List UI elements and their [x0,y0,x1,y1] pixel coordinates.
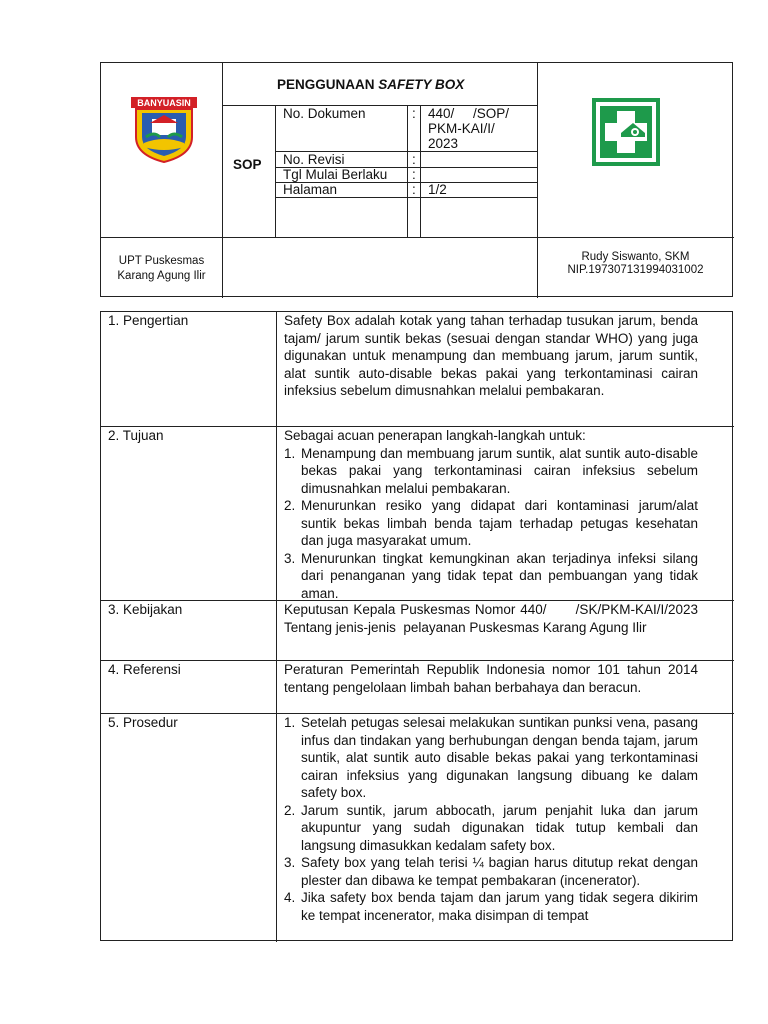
prosedur-item-text: Jarum suntik, jarum abbocath, jarum penjahit luka dan jarum akupuntur yang sudah digunakan tidak tutup kembali dan langsung dimasukkan kedalam safety box. [301,802,698,853]
prosedur-item [284,889,698,924]
prosedur-item-number: 1. [284,715,296,730]
kebijakan-label: 3. Kebijakan [108,602,183,617]
tujuan-cell [284,427,698,602]
no-dokumen-sep: : [412,106,416,121]
signer-name: Rudy Siswanto, SKM [581,251,690,263]
prosedur-item [284,714,698,802]
prosedur-item-number: 2. [284,802,296,818]
tujuan-item-number: 2. [284,498,296,513]
no-revisi-sep: : [412,152,416,167]
prosedur-item-text: Jika safety box benda tajam dan jarum yang tidak segera dikirim ke tempat incenerator, maka disimpan di tempat [301,890,698,923]
tujuan-item [284,550,698,603]
halaman-value: 1/2 [428,182,447,197]
pengertian-label: 1. Pengertian [108,313,189,328]
prosedur-item-text: Setelah petugas selesai melakukan suntikan punksi vena, pasang infus dan tindakan yang berhubungan dengan benda tajam, jarum suntik, alat suntik auto disable bekas pakai yang terkontaminasi cairan infeksius yang digunakan langsung dibuang ke dalam safety box. [301,715,698,800]
no-dokumen-value-1: 440/ /SOP/ [428,106,510,121]
no-dokumen-label: No. Dokumen [283,106,366,121]
sop-header [100,62,733,297]
prosedur-item-text: Safety box yang telah terisi ¼ bagian harus ditutup rekat dengan plester dan dibawa ke tempat pembakaran (incenerator). [301,855,698,888]
tujuan-item [284,445,698,498]
referensi-label: 4. Referensi [108,662,181,677]
tujuan-item-number: 3. [284,550,296,566]
document-title: PENGGUNAAN SAFETY BOX [277,77,465,92]
prosedur-label: 5. Prosedur [108,715,178,730]
no-dokumen-value-3: 2023 [428,136,459,151]
tujuan-item-text: Menurunkan tingkat kemungkinan akan terjadinya infeksi silang dari penanganan yang tidak tepat dan pembuangan yang tidak aman. [301,550,698,601]
tgl-mulai-berlaku-sep: : [412,167,416,182]
tujuan-item-number: 1. [284,445,296,461]
tujuan-item-text: Menampung dan membuang jarum suntik, alat suntik auto-disable bekas pakai yang terkontaminasi cairan infeksius sebelum dimusnahkan melalui pembakaran. [301,445,698,496]
sop-content-table [100,311,733,941]
tujuan-intro: Sebagai acuan penerapan langkah-langkah untuk: [284,428,586,443]
banyuasin-crest-logo [130,97,198,163]
halaman-label: Halaman [283,182,338,197]
prosedur-cell [284,714,698,924]
signer-nip: NIP.197307131994031002 [567,264,704,276]
prosedur-item [284,802,698,855]
sop-label: SOP [233,157,262,172]
logo-banner-text: BANYUASIN [137,98,191,108]
prosedur-item-number: 3. [284,855,296,870]
tujuan-item-text: Menurunkan resiko yang didapat dari kontaminasi jarum/alat suntik bekas limbah benda tajam terhadap petugas kesehatan dan juga masyarakat umum. [301,498,698,548]
puskesmas-logo [591,97,661,167]
no-dokumen-value-2: PKM-KAI/I/ [428,121,495,136]
org-name-line-1: UPT Puskesmas [118,255,205,267]
pengertian-text: Safety Box adalah kotak yang tahan terhadap tusukan jarum, benda tajam/ jarum suntik bekas (sesuai dengan standar WHO) yang juga digunakan untuk menampung dan membuang jarum, jarum suntik, alat suntik auto-disable bekas pakai yang terkontaminasi cairan infeksius sebelum dimusnahkan melalui pembakaran. [284,313,698,398]
prosedur-item-number: 4. [284,890,296,905]
referensi-text: Peraturan Pemerintah Republik Indonesia nomor 101 tahun 2014 tentang pengelolaan limbah bahan berbahaya dan beracun. [284,662,698,695]
no-revisi-label: No. Revisi [283,152,345,167]
kebijakan-text: Keputusan Kepala Puskesmas Nomor 440/ /SK/PKM-KAI/I/2023 Tentang jenis-jenis pelayanan Puskesmas Karang Agung Ilir [284,602,702,635]
org-name-line-2: Karang Agung Ilir [117,270,206,282]
halaman-sep: : [412,182,416,197]
tujuan-item [284,497,698,550]
tujuan-label: 2. Tujuan [108,428,164,443]
prosedur-item [284,854,698,889]
tgl-mulai-berlaku-label: Tgl Mulai Berlaku [283,167,388,182]
